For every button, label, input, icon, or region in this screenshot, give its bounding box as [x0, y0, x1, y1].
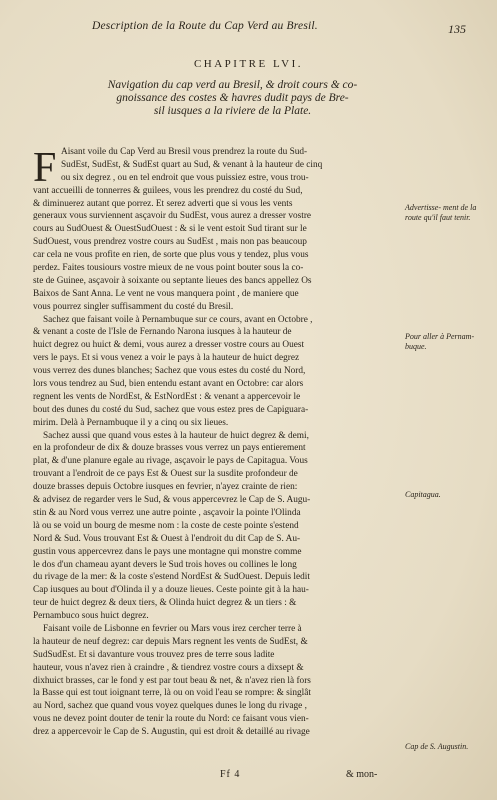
- margin-note-pernambuque: Pour aller à Pernam- buque.: [405, 332, 475, 351]
- body-line: Sachez que faisant voile à Pernambuque sur ce cours, avant en Octobre ,: [43, 314, 313, 325]
- body-line: stin & au Nord vous verrez une autre pointe , asçavoir la pointe l'Olinda: [33, 507, 301, 518]
- body-line: cours au SudOuest & OuestSudOuest : & si le vent estoit Sud tirant sur le: [33, 224, 307, 235]
- body-line: vous ne devez point douter de tenir la route du Nord: ce faisant vous vien-: [33, 714, 309, 725]
- body-line: le dos d'un chameau ayant devers le Sud trois hoves ou collines le long: [33, 559, 297, 570]
- body-line: vous pourrez singler suffisamment du costé du Bresil.: [33, 301, 234, 312]
- body-line: teur de huict degrez & deux tiers, & Olinda huict degrez & un tiers : &: [33, 598, 297, 609]
- page-number: 135: [448, 22, 466, 36]
- body-line: SudOuest, vous prendrez vostre cours au SudEst , mais non pas beaucoup: [33, 237, 307, 248]
- catchword: & mon-: [346, 769, 378, 780]
- body-line: generaux vous surviennent asçavoir du SudEst, vous aurez a dresser vostre: [33, 211, 312, 222]
- body-line: ou six degrez , ou en tel endroit que vous puissiez estre, vous trou-: [61, 172, 309, 183]
- body-line: ste de Guinee, asçavoir à soixante ou septante lieues des bancs appellez Os: [33, 275, 312, 286]
- body-line: lors vous tendrez au Sud, bien entendu estant avant en Octobre: car alors: [33, 379, 304, 390]
- body-line: vant accueilli de tonnerres & guilees, vous les prendrez du costé du Sud,: [33, 185, 303, 196]
- body-line: vers le pays. Et si vous venez a voir le pays à la hauteur de huict degrez: [33, 353, 300, 364]
- body-line: Sachez aussi que quand vous estes à la hauteur de huict degrez & demi,: [43, 430, 309, 441]
- body-line: Cap iusques au bout d'Olinda il y a douze lieues. Ceste pointe git à la hau-: [33, 585, 309, 596]
- body-line: plat, & d'une planure egale au rivage, asçavoir le pays de Capitagua. Vous: [33, 456, 308, 467]
- body-line: regnent les vents de NordEst, & EstNordEst : & venant a appercevoir le: [33, 391, 301, 402]
- subtitle-line: sil iusques a la riviere de la Plate.: [153, 104, 312, 117]
- body-line: & diminuerez autant que porrez. Et serez adverti que si vous les vents: [33, 198, 293, 209]
- subtitle-line: gnoissance des costes & havres dudit pays de Bre-: [116, 91, 349, 104]
- body-line: la hauteur de neuf degrez: car depuis Mars regnent les vents de SudEst, &: [33, 636, 308, 647]
- margin-note-capitagua: Capitagua.: [405, 490, 441, 499]
- body-line: trouvant a l'endroit de ce pays Est & Ouest sur la susdite profondeur de: [33, 469, 298, 480]
- body-line: douze brasses depuis Octobre iusques en fevrier, n'ayez crainte de rien:: [33, 482, 298, 493]
- body-line: Aisant voile du Cap Verd au Bresil vous prendrez la route du Sud-: [61, 147, 308, 157]
- body-line: & venant a coste de l'Isle de Fernando Narona iusques à la hauteur de: [33, 327, 292, 338]
- body-line: SudEst, SudEst, & SudEst quart au Sud, & venant à la hauteur de cinq: [61, 159, 323, 170]
- body-line: au Nord, sachez que quand vous voyez quelques dunes le long du rivage ,: [33, 701, 307, 712]
- body-line: bout des dunes du costé du Sud, sachez que vous estez pres de Capiguara-: [33, 404, 309, 415]
- running-head: Description de la Route du Cap Verd au Bresil.: [92, 20, 318, 32]
- body-line: Nord & Sud. Vous trouvant Est & Ouest à l'endroit du dit Cap de S. Au-: [33, 533, 301, 544]
- body-line: SudSudEst. Et si davanture vous trouvez pres de terre sous ladite: [33, 649, 275, 660]
- body-line: huict degrez ou huict & demi, vous aurez a dresser vostre cours au Ouest: [33, 340, 305, 351]
- subtitle-line: Navigation du cap verd au Bresil, & droit cours & co-: [107, 79, 358, 91]
- body-line: Baixos de Sant Anna. Le vent ne vous manquera point , de maniere que: [33, 288, 299, 299]
- margin-note-route: Advertisse- ment de la route qu'il faut tenir.: [405, 203, 477, 222]
- body-line: gustin vous appercevrez dans le pays une montagne qui monstre comme: [33, 546, 302, 557]
- signature-mark: Ff 4: [220, 769, 241, 780]
- margin-note-cap-augustin: Cap de S. Augustin.: [405, 742, 469, 751]
- body-line: là ou se void un bourg de mesme nom : la coste de ceste pointe s'estend: [33, 520, 299, 531]
- body-line: dixhuict brasses, car le fond y est par tout beau & net, & n'avez rien là fors: [33, 675, 311, 686]
- chapter-heading: CHAPITRE LVI.: [193, 58, 304, 70]
- body-line: car cela ne vous profite en rien, de sorte que plus vous y tendez, plus vous: [33, 250, 309, 261]
- body-line: la Basse qui est tout ioignant terre, là ou on void l'eau se rompre: & singlât: [33, 688, 311, 699]
- body-line: en la profondeur de dix & douze brasses vous verrez un pays entierement: [33, 443, 306, 454]
- body-line: drez a appercevoir le Cap de S. Augustin, qui est droit & detaillé au rivage: [33, 727, 310, 738]
- body-line: vous verrez des dunes blanches; Sachez que vous estes du costé du Nord,: [33, 366, 306, 377]
- body-line: mirim. Delà à Pernambuque il y a cinq ou six lieues.: [33, 417, 229, 428]
- chapter-subtitle: [60, 78, 405, 117]
- drop-cap: F: [33, 145, 57, 191]
- body-line: perdez. Faites tousiours vostre mieux de ne vous point bouter sous la co-: [33, 263, 304, 274]
- body-line: Faisant voile de Lisbonne en fevrier ou Mars vous irez cercher terre à: [43, 623, 302, 634]
- body-text: [33, 146, 401, 739]
- body-line: hauteur, vous n'avez rien à craindre , & tiendrez vostre cours a dixsept &: [33, 662, 304, 673]
- body-line: Pernambuco sous huict degrez.: [33, 611, 149, 622]
- body-line: du rivage de la mer: & la coste s'estend NordEst & SudOuest. Depuis ledit: [33, 572, 310, 583]
- body-line: & advisez de regarder vers le Sud, & vous appercevrez le Cap de S. Augu-: [33, 495, 311, 506]
